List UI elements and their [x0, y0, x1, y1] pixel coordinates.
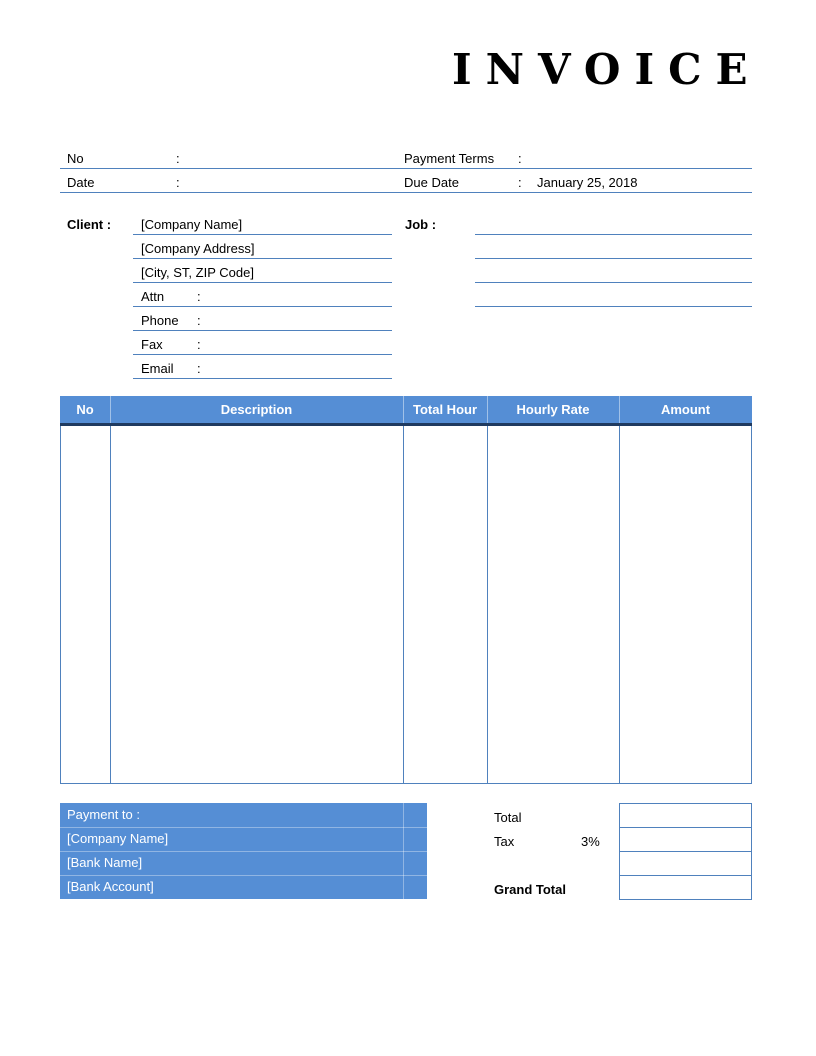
payment-terms-label: Payment Terms — [404, 151, 495, 166]
client-label: Client : — [67, 217, 112, 232]
header-rule-1 — [60, 168, 752, 169]
payment-company-name: [Company Name] — [67, 831, 169, 846]
grand-total-value-cell[interactable] — [619, 875, 752, 900]
client-line-4 — [133, 306, 392, 307]
tax-value-cell[interactable] — [619, 827, 752, 852]
job-line-3 — [475, 282, 752, 283]
client-company-name: [Company Name] — [141, 217, 243, 232]
due-date-label: Due Date — [404, 175, 459, 190]
client-company-address: [Company Address] — [141, 241, 255, 256]
col-no: No — [76, 402, 94, 417]
col-amount: Amount — [660, 402, 711, 417]
client-line-5 — [133, 330, 392, 331]
no-label: No — [67, 151, 84, 166]
client-line-7 — [133, 378, 392, 379]
client-city: [City, ST, ZIP Code] — [141, 265, 254, 280]
items-table-body[interactable] — [60, 426, 752, 784]
column-divider — [110, 426, 111, 783]
payment-to-label: Payment to : — [67, 807, 140, 822]
payment-bank-account: [Bank Account] — [67, 879, 154, 894]
client-line-2 — [133, 258, 392, 259]
job-line-1 — [475, 234, 752, 235]
payment-to-row — [60, 803, 427, 827]
column-divider — [403, 426, 404, 783]
column-divider — [487, 426, 488, 783]
column-divider — [619, 426, 620, 783]
col-hourly-rate: Hourly Rate — [516, 402, 590, 417]
total-label: Total — [494, 810, 522, 825]
phone-colon: : — [197, 313, 201, 328]
payment-column-divider — [403, 803, 404, 899]
grand-total-label: Grand Total — [494, 882, 566, 897]
fax-label: Fax — [141, 337, 163, 352]
payment-company-row — [60, 827, 427, 851]
blank-value-cell[interactable] — [619, 851, 752, 876]
client-line-1 — [133, 234, 392, 235]
job-line-4 — [475, 306, 752, 307]
date-label: Date — [67, 175, 95, 190]
email-colon: : — [197, 361, 201, 376]
payment-box — [60, 803, 427, 899]
col-description: Description — [220, 402, 293, 417]
job-line-2 — [475, 258, 752, 259]
attn-colon: : — [197, 289, 201, 304]
payment-terms-colon: : — [518, 151, 522, 166]
invoice-title: INVOICE — [452, 45, 762, 94]
due-date-value: January 25, 2018 — [537, 175, 638, 190]
phone-label: Phone — [141, 313, 179, 328]
client-line-6 — [133, 354, 392, 355]
tax-label: Tax — [494, 834, 515, 849]
attn-label: Attn — [141, 289, 165, 304]
col-total-hour: Total Hour — [412, 402, 478, 417]
due-date-colon: : — [518, 175, 522, 190]
client-line-3 — [133, 282, 392, 283]
no-colon: : — [176, 151, 180, 166]
payment-bank-name: [Bank Name] — [67, 855, 143, 870]
fax-colon: : — [197, 337, 201, 352]
tax-rate: 3% — [581, 834, 600, 849]
items-table-header — [60, 396, 752, 423]
date-colon: : — [176, 175, 180, 190]
header-rule-2 — [60, 192, 752, 193]
payment-account-row — [60, 875, 427, 899]
total-value-cell[interactable] — [619, 803, 752, 828]
email-label: Email — [141, 361, 174, 376]
job-label: Job : — [405, 217, 437, 232]
payment-bank-row — [60, 851, 427, 875]
